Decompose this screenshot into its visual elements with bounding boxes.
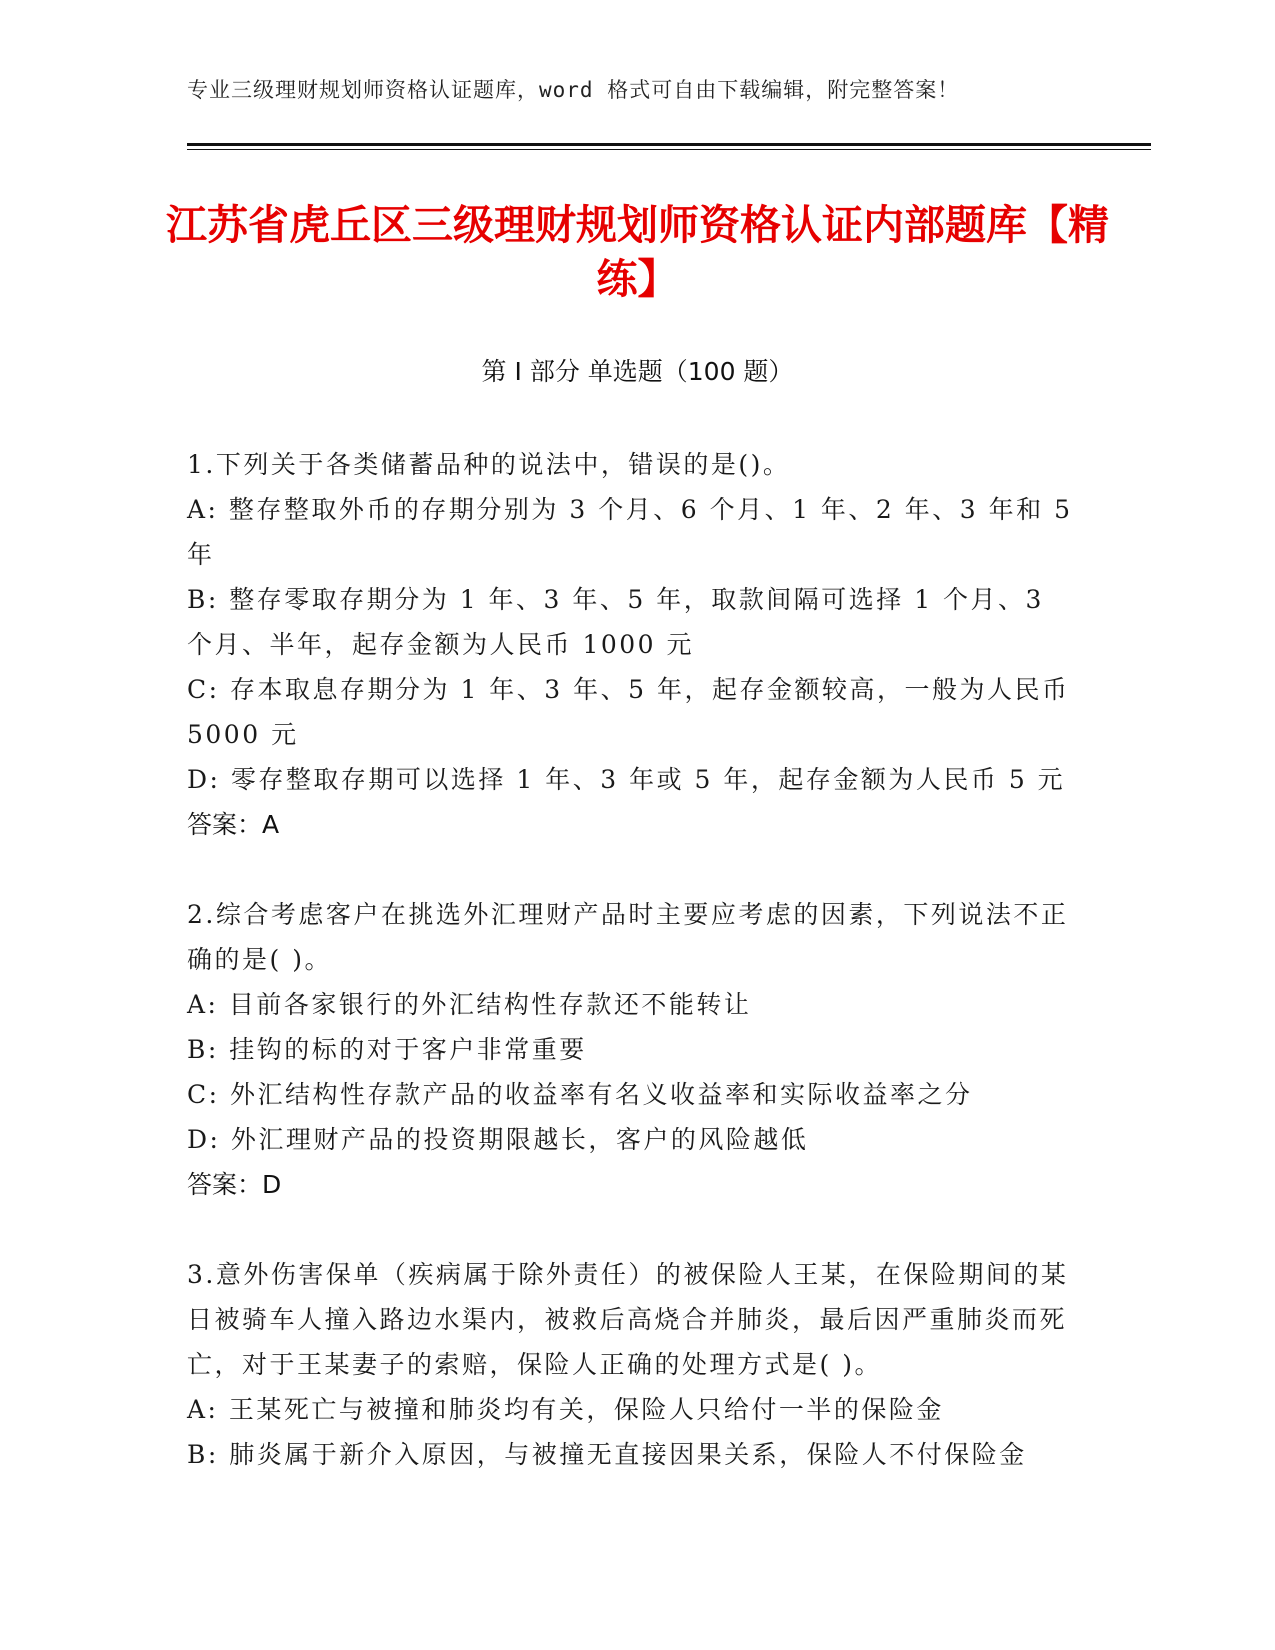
option-b: B: 肺炎属于新介入原因，与被撞无直接因果关系，保险人不付保险金: [187, 1440, 1027, 1469]
option-d: D: 外汇理财产品的投资期限越长，客户的风险越低: [187, 1125, 809, 1154]
option-a: A: 目前各家银行的外汇结构性存款还不能转让: [187, 990, 752, 1019]
header-rule-thick: [187, 143, 1151, 146]
answer: 答案：A: [187, 810, 280, 839]
document-title: 江苏省虎丘区三级理财规划师资格认证内部题库【精练】: [166, 201, 1109, 303]
question-list: [187, 442, 1077, 1521]
option-c: C: 存本取息存期分为 1 年、3 年、5 年，起存金额较高，一般为人民币 5000 元: [187, 675, 1070, 749]
section-title: 第 I 部分 单选题（100 题）: [481, 357, 794, 386]
answer: 答案：D: [187, 1170, 282, 1199]
header-rule-thin: [187, 149, 1151, 150]
question-stem: 2.综合考虑客户在挑选外汇理财产品时主要应考虑的因素，下列说法不正确的是( )。: [187, 900, 1069, 974]
question-3: [187, 1252, 1077, 1477]
header-note: 专业三级理财规划师资格认证题库，word 格式可自由下载编辑，附完整答案！: [187, 78, 960, 102]
option-c: C: 外汇结构性存款产品的收益率有名义收益率和实际收益率之分: [187, 1080, 973, 1109]
option-b: B: 整存零取存期分为 1 年、3 年、5 年，取款间隔可选择 1 个月、3 个月、半年，起存金额为人民币 1000 元: [187, 585, 1044, 659]
question-2: [187, 892, 1077, 1208]
question-stem: 1.下列关于各类储蓄品种的说法中，错误的是()。: [187, 450, 791, 479]
option-a: A: 王某死亡与被撞和肺炎均有关，保险人只给付一半的保险金: [187, 1395, 944, 1424]
option-a: A: 整存整取外币的存期分别为 3 个月、6 个月、1 年、2 年、3 年和 5 年: [187, 495, 1073, 569]
option-d: D: 零存整取存期可以选择 1 年、3 年或 5 年，起存金额为人民币 5 元: [187, 765, 1066, 794]
option-b: B: 挂钩的标的对于客户非常重要: [187, 1035, 587, 1064]
question-stem: 3.意外伤害保单（疾病属于除外责任）的被保险人王某，在保险期间的某日被骑车人撞入路边水渠内，被救后高烧合并肺炎，最后因严重肺炎而死亡，对于王某妻子的索赔，保险人正确的处理方式是( )。: [187, 1260, 1069, 1379]
question-1: [187, 442, 1077, 848]
